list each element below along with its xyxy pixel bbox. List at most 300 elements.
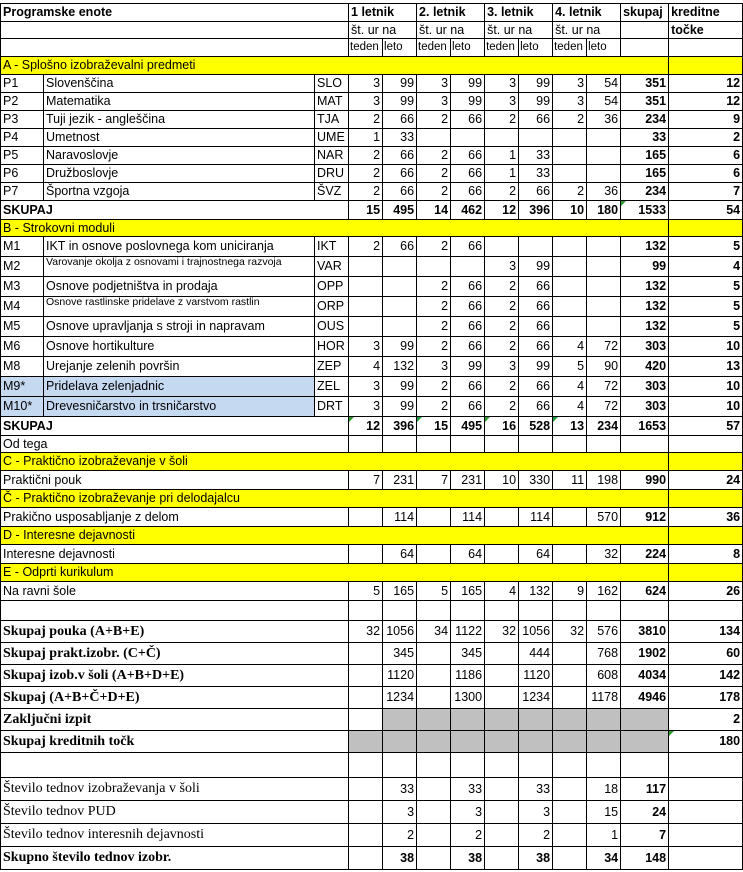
empty-cell: [621, 22, 669, 39]
kt-cell: 6: [669, 165, 743, 183]
value-cell: 64: [383, 545, 417, 564]
total-row: [1, 731, 743, 753]
value-cell: 2: [417, 297, 451, 317]
row-code: M4: [1, 297, 44, 317]
header-leto: leto: [519, 39, 553, 57]
empty-cell: [519, 436, 553, 453]
value-cell: 99: [383, 397, 417, 417]
curriculum-table: [0, 3, 743, 870]
empty-cell: [669, 490, 743, 508]
header-kreditne: kreditne: [669, 4, 743, 22]
value-cell: 34: [587, 847, 621, 870]
value-cell: 3: [349, 397, 383, 417]
value-cell: 7: [417, 471, 451, 490]
row-name: Urejanje zelenih površin: [44, 357, 315, 377]
value-cell: 3: [485, 75, 519, 93]
week-row: [1, 778, 743, 801]
value-cell: [417, 129, 451, 147]
value-cell: 66: [451, 147, 485, 165]
value-cell: [553, 147, 587, 165]
value-cell: 99: [451, 75, 485, 93]
value-cell: 3: [349, 377, 383, 397]
value-cell: 10: [485, 471, 519, 490]
value-cell: 66: [451, 183, 485, 201]
value-cell: 2: [417, 237, 451, 257]
empty-cell: [1, 601, 349, 621]
value-cell: 66: [383, 111, 417, 129]
sum-cell: 912: [621, 508, 669, 527]
kt-cell: 8: [669, 545, 743, 564]
sum-cell: 624: [621, 582, 669, 601]
row-name: Naravoslovje: [44, 147, 315, 165]
total-row: [1, 201, 743, 220]
week-row: [1, 847, 743, 870]
empty-cell: [451, 731, 485, 753]
sum-cell: 303: [621, 377, 669, 397]
section-row: [1, 527, 743, 545]
empty-cell: [669, 778, 743, 801]
value-cell: [451, 257, 485, 277]
row-code: M10*: [1, 397, 44, 417]
value-cell: [587, 147, 621, 165]
sum-cell: 33: [621, 129, 669, 147]
week-label: Število tednov interesnih dejavnosti: [1, 824, 349, 847]
value-cell: 2: [349, 165, 383, 183]
row-label: Na ravni šole: [1, 582, 349, 601]
sum-cell: 303: [621, 397, 669, 417]
row-abbr: ZEP: [315, 357, 349, 377]
sum-cell: 303: [621, 337, 669, 357]
value-cell: [485, 687, 519, 709]
kreditnih-label: Skupaj kreditnih točk: [1, 731, 349, 753]
sum-cell: 4946: [621, 687, 669, 709]
row-abbr: ORP: [315, 297, 349, 317]
empty-cell: [587, 601, 621, 621]
value-cell: 90: [587, 357, 621, 377]
zakljucni-label: Zaključni izpit: [1, 709, 349, 731]
value-cell: 32: [349, 621, 383, 643]
header-leto: leto: [587, 39, 621, 57]
total-row: [1, 417, 743, 436]
value-cell: 66: [519, 277, 553, 297]
value-cell: 33: [383, 129, 417, 147]
value-cell: 13: [553, 417, 587, 436]
value-cell: [553, 297, 587, 317]
sum-cell: 7: [621, 824, 669, 847]
empty-cell: [417, 709, 451, 731]
value-cell: 4: [553, 377, 587, 397]
value-cell: 38: [519, 847, 553, 870]
row-abbr: IKT: [315, 237, 349, 257]
value-cell: [417, 687, 451, 709]
section-row: [1, 490, 743, 508]
section-title: B - Strokovni moduli: [1, 220, 669, 237]
value-cell: 3: [417, 75, 451, 93]
empty-cell: [485, 824, 519, 847]
value-cell: 4: [553, 397, 587, 417]
empty-cell: [669, 436, 743, 453]
header-st-ur-na: št. ur na: [485, 22, 553, 39]
value-cell: [451, 129, 485, 147]
value-cell: 2: [451, 824, 485, 847]
value-cell: 18: [587, 778, 621, 801]
empty-cell: [621, 731, 669, 753]
kt-cell: 12: [669, 75, 743, 93]
empty-cell: [669, 801, 743, 824]
section-title: D - Interesne dejavnosti: [1, 527, 669, 545]
week-label: Skupno število tednov izobr.: [1, 847, 349, 870]
row-name: Družboslovje: [44, 165, 315, 183]
kt-cell: 134: [669, 621, 743, 643]
value-cell: 2: [485, 297, 519, 317]
empty-cell: [669, 453, 743, 471]
table-row: [1, 147, 743, 165]
week-label: Število tednov izobraževanja v šoli: [1, 778, 349, 801]
value-cell: 72: [587, 337, 621, 357]
week-row: [1, 801, 743, 824]
empty-cell: [485, 847, 519, 870]
table-row: [1, 377, 743, 397]
value-cell: 1234: [519, 687, 553, 709]
value-cell: [587, 129, 621, 147]
row-name: Osnove upravljanja s stroji in napravam: [44, 317, 315, 337]
sum-cell: 165: [621, 165, 669, 183]
sum-cell: 1533: [621, 201, 669, 220]
sum-cell: 4034: [621, 665, 669, 687]
empty-cell: [553, 731, 587, 753]
kt-cell: 5: [669, 277, 743, 297]
header-row: [1, 39, 743, 57]
sum-cell: 132: [621, 317, 669, 337]
value-cell: 99: [383, 337, 417, 357]
value-cell: 462: [451, 201, 485, 220]
empty-cell: [621, 39, 669, 57]
value-cell: 99: [519, 75, 553, 93]
empty-cell: [417, 847, 451, 870]
value-cell: [417, 545, 451, 564]
empty-cell: [349, 753, 383, 778]
row-abbr: NAR: [315, 147, 349, 165]
value-cell: 16: [485, 417, 519, 436]
empty-cell: [417, 731, 451, 753]
row-abbr: OUS: [315, 317, 349, 337]
value-cell: [553, 277, 587, 297]
value-cell: 2: [485, 277, 519, 297]
sum-cell: 420: [621, 357, 669, 377]
section-row: [1, 57, 743, 75]
value-cell: [417, 508, 451, 527]
value-cell: [553, 257, 587, 277]
table-row: [1, 297, 743, 317]
value-cell: [417, 665, 451, 687]
value-cell: 2: [417, 377, 451, 397]
kt-cell: 57: [669, 417, 743, 436]
value-cell: [349, 665, 383, 687]
value-cell: 66: [451, 297, 485, 317]
value-cell: 1300: [451, 687, 485, 709]
table-row: [1, 277, 743, 297]
value-cell: 396: [519, 201, 553, 220]
value-cell: [349, 508, 383, 527]
empty-cell: [485, 709, 519, 731]
value-cell: 345: [451, 643, 485, 665]
empty-cell: [669, 527, 743, 545]
empty-cell: [553, 709, 587, 731]
value-cell: 1234: [383, 687, 417, 709]
value-cell: [587, 277, 621, 297]
row-code: M9*: [1, 377, 44, 397]
value-cell: [485, 545, 519, 564]
value-cell: 1: [485, 147, 519, 165]
value-cell: 396: [383, 417, 417, 436]
value-cell: 132: [383, 357, 417, 377]
value-cell: 1: [349, 129, 383, 147]
value-cell: 2: [417, 397, 451, 417]
empty-cell: [553, 436, 587, 453]
empty-cell: [417, 601, 451, 621]
empty-cell: [485, 778, 519, 801]
empty-cell: [669, 57, 743, 75]
value-cell: 32: [587, 545, 621, 564]
value-cell: 2: [485, 111, 519, 129]
empty-cell: [621, 753, 669, 778]
row-name: Slovenščina: [44, 75, 315, 93]
value-cell: 1056: [519, 621, 553, 643]
kt-cell: 9: [669, 111, 743, 129]
kt-cell: 2: [669, 709, 743, 731]
table-row: [1, 165, 743, 183]
row-code: P7: [1, 183, 44, 201]
value-cell: 64: [451, 545, 485, 564]
value-cell: 15: [417, 417, 451, 436]
value-cell: [587, 317, 621, 337]
table-row: [1, 545, 743, 564]
value-cell: 3: [383, 801, 417, 824]
header-teden: teden: [349, 39, 383, 57]
section-row: [1, 453, 743, 471]
value-cell: 99: [451, 357, 485, 377]
value-cell: [349, 643, 383, 665]
value-cell: 99: [383, 75, 417, 93]
row-name: Osnove hortikulture: [44, 337, 315, 357]
value-cell: 32: [553, 621, 587, 643]
empty-cell: [417, 436, 451, 453]
total-row: [1, 665, 743, 687]
value-cell: [349, 277, 383, 297]
value-cell: 2: [349, 147, 383, 165]
value-cell: [519, 237, 553, 257]
value-cell: 1120: [383, 665, 417, 687]
value-cell: [417, 643, 451, 665]
total-row: [1, 687, 743, 709]
empty-cell: [669, 824, 743, 847]
value-cell: [587, 257, 621, 277]
value-cell: 4: [485, 582, 519, 601]
value-cell: 444: [519, 643, 553, 665]
empty-cell: [519, 601, 553, 621]
row-label: Skupaj prakt.izobr. (C+Č): [1, 643, 349, 665]
value-cell: 66: [519, 337, 553, 357]
value-cell: 33: [383, 778, 417, 801]
value-cell: 2: [519, 824, 553, 847]
value-cell: 2: [417, 183, 451, 201]
value-cell: 5: [553, 357, 587, 377]
value-cell: 165: [383, 582, 417, 601]
header-y4: 4. letnik: [553, 4, 621, 22]
empty-cell: [383, 709, 417, 731]
sum-cell: 24: [621, 801, 669, 824]
table-row: [1, 183, 743, 201]
kt-cell: 13: [669, 357, 743, 377]
row-abbr: DRU: [315, 165, 349, 183]
row-code: P2: [1, 93, 44, 111]
empty-cell: [485, 753, 519, 778]
value-cell: 66: [451, 377, 485, 397]
value-cell: [349, 687, 383, 709]
kt-cell: 142: [669, 665, 743, 687]
value-cell: 2: [553, 183, 587, 201]
value-cell: [553, 237, 587, 257]
value-cell: 162: [587, 582, 621, 601]
value-cell: 1120: [519, 665, 553, 687]
header-tocke: točke: [669, 22, 743, 39]
table-row: [1, 357, 743, 377]
value-cell: 54: [587, 75, 621, 93]
value-cell: 495: [383, 201, 417, 220]
value-cell: 180: [587, 201, 621, 220]
table-row: [1, 75, 743, 93]
table-row: [1, 508, 743, 527]
empty-cell: [669, 220, 743, 237]
value-cell: 768: [587, 643, 621, 665]
table-row: [1, 337, 743, 357]
header-st-ur-na: št. ur na: [417, 22, 485, 39]
od-tega-label: Od tega: [1, 436, 349, 453]
empty-cell: [553, 847, 587, 870]
value-cell: 72: [587, 377, 621, 397]
value-cell: [587, 297, 621, 317]
empty-cell: [417, 753, 451, 778]
value-cell: 33: [451, 778, 485, 801]
header-row: [1, 22, 743, 39]
row-abbr: MAT: [315, 93, 349, 111]
header-teden: teden: [485, 39, 519, 57]
value-cell: 2: [417, 147, 451, 165]
kt-cell: 5: [669, 297, 743, 317]
empty-cell: [1, 39, 349, 57]
table-row: [1, 397, 743, 417]
empty-cell: [621, 601, 669, 621]
row-code: P5: [1, 147, 44, 165]
kt-cell: 6: [669, 147, 743, 165]
section-row: [1, 220, 743, 237]
value-cell: 99: [451, 93, 485, 111]
empty-cell: [485, 436, 519, 453]
value-cell: 10: [553, 201, 587, 220]
empty-cell: [383, 753, 417, 778]
value-cell: [349, 545, 383, 564]
header-st-ur-na: št. ur na: [349, 22, 417, 39]
value-cell: [553, 129, 587, 147]
empty-cell: [1, 753, 349, 778]
empty-cell: [669, 753, 743, 778]
row-code: P6: [1, 165, 44, 183]
kt-cell: 10: [669, 377, 743, 397]
row-abbr: UME: [315, 129, 349, 147]
value-cell: 12: [349, 417, 383, 436]
kt-cell: 5: [669, 237, 743, 257]
value-cell: 3: [485, 93, 519, 111]
value-cell: 66: [383, 183, 417, 201]
sum-cell: 132: [621, 237, 669, 257]
total-row: [1, 643, 743, 665]
value-cell: 114: [451, 508, 485, 527]
value-cell: [485, 129, 519, 147]
empty-cell: [587, 731, 621, 753]
value-cell: 2: [349, 111, 383, 129]
row-name: Matematika: [44, 93, 315, 111]
row-abbr: DRT: [315, 397, 349, 417]
empty-cell: [349, 601, 383, 621]
row-code: M3: [1, 277, 44, 297]
value-cell: [485, 508, 519, 527]
empty-cell: [417, 801, 451, 824]
empty-cell: [451, 753, 485, 778]
value-cell: [485, 643, 519, 665]
value-cell: 33: [519, 165, 553, 183]
empty-cell: [451, 436, 485, 453]
value-cell: 54: [587, 93, 621, 111]
value-cell: [553, 545, 587, 564]
value-cell: 4: [553, 337, 587, 357]
value-cell: 570: [587, 508, 621, 527]
value-cell: 2: [349, 237, 383, 257]
empty-cell: [519, 731, 553, 753]
value-cell: 1: [485, 165, 519, 183]
empty-cell: [621, 709, 669, 731]
value-cell: [383, 297, 417, 317]
table-row: [1, 237, 743, 257]
sum-cell: 99: [621, 257, 669, 277]
value-cell: 2: [485, 377, 519, 397]
empty-cell: [349, 436, 383, 453]
sum-cell: 132: [621, 297, 669, 317]
value-cell: 114: [519, 508, 553, 527]
empty-cell: [669, 847, 743, 870]
value-cell: [519, 129, 553, 147]
value-cell: [485, 237, 519, 257]
kt-cell: 2: [669, 129, 743, 147]
empty-cell: [383, 731, 417, 753]
empty-cell: [519, 709, 553, 731]
value-cell: 2: [553, 111, 587, 129]
row-code: M2: [1, 257, 44, 277]
sum-cell: 351: [621, 93, 669, 111]
value-cell: 2: [485, 337, 519, 357]
value-cell: 3: [349, 75, 383, 93]
row-label: Skupaj izob.v šoli (A+B+D+E): [1, 665, 349, 687]
empty-cell: [349, 847, 383, 870]
value-cell: [553, 643, 587, 665]
value-cell: 66: [451, 237, 485, 257]
value-cell: 33: [519, 778, 553, 801]
value-cell: 198: [587, 471, 621, 490]
value-cell: 234: [587, 417, 621, 436]
sum-cell: 990: [621, 471, 669, 490]
total-row: [1, 621, 743, 643]
empty-cell: [451, 709, 485, 731]
row-name: Športna vzgoja: [44, 183, 315, 201]
